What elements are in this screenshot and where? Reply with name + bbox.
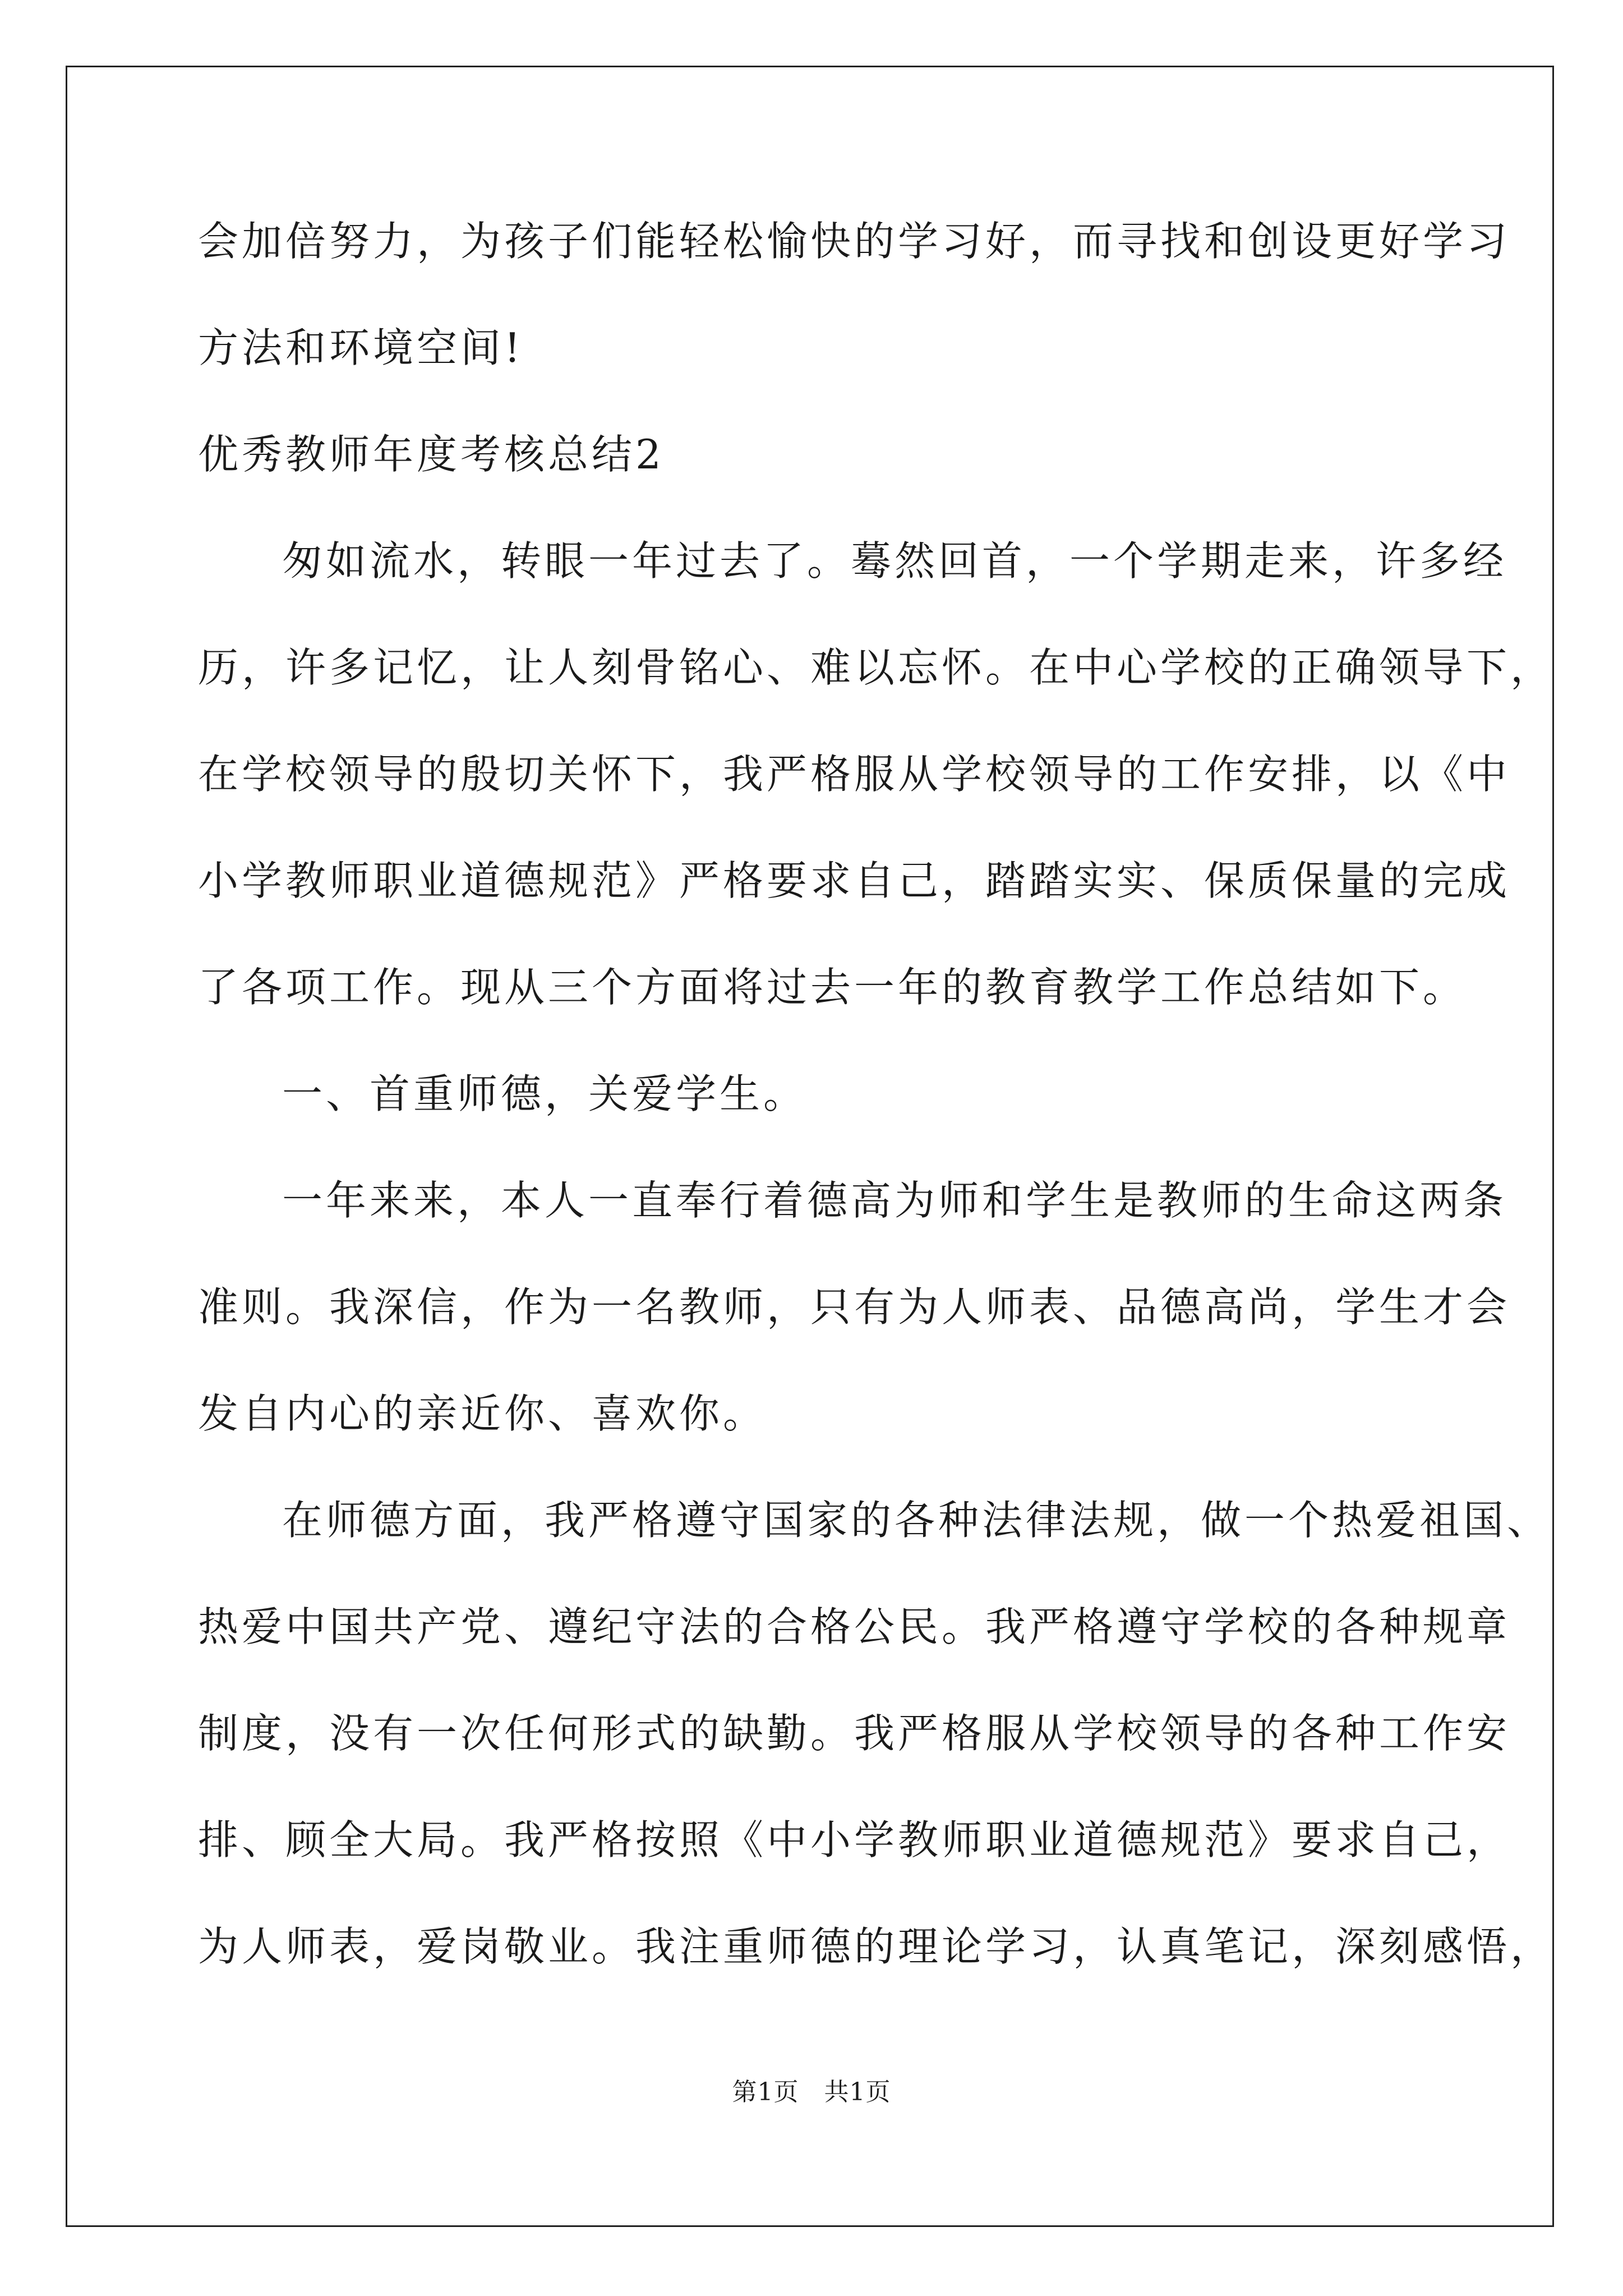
text-line-15: 制度，没有一次任何形式的缺勤。我严格服从学校领导的各种工作安 <box>198 1710 1511 1757</box>
section-title: 优秀教师年度考核总结2 <box>198 431 665 478</box>
text-line-10: 一年来来，本人一直奉行着德高为师和学生是教师的生命这两条 <box>282 1177 1507 1224</box>
text-line-5: 历，许多记忆，让人刻骨铭心、难以忘怀。在中心学校的正确领导下， <box>198 644 1555 691</box>
text-line-2: 方法和环境空间! <box>198 324 524 371</box>
text-line-16: 排、顾全大局。我严格按照《中小学教师职业道德规范》要求自己， <box>198 1816 1511 1864</box>
text-line-12: 发自内心的亲近你、喜欢你。 <box>198 1390 767 1437</box>
text-line-8: 了各项工作。现从三个方面将过去一年的教育教学工作总结如下。 <box>198 964 1467 1011</box>
text-line-4: 匆如流水，转眼一年过去了。蓦然回首，一个学期走来，许多经 <box>282 537 1507 585</box>
text-line-14: 热爱中国共产党、遵纪守法的合格公民。我严格遵守学校的各种规章 <box>198 1603 1511 1650</box>
text-line-7: 小学教师职业道德规范》严格要求自己，踏踏实实、保质保量的完成 <box>198 857 1511 904</box>
text-line-11: 准则。我深信，作为一名教师，只有为人师表、品德高尚，学生才会 <box>198 1283 1511 1331</box>
text-line-17: 为人师表，爱岗敬业。我注重师德的理论学习，认真笔记，深刻感悟， <box>198 1923 1555 1970</box>
text-line-13: 在师德方面，我严格遵守国家的各种法律法规，做一个热爱祖国、 <box>282 1497 1551 1544</box>
text-line-1: 会加倍努力，为孩子们能轻松愉快的学习好，而寻找和创设更好学习 <box>198 218 1511 265</box>
page-number: 第1页 共1页 <box>732 2078 891 2106</box>
section-heading-1: 一、首重师德，关爱学生。 <box>282 1070 808 1117</box>
page-border <box>66 66 1554 2227</box>
text-line-6: 在学校领导的殷切关怀下，我严格服从学校领导的工作安排，以《中 <box>198 751 1511 798</box>
